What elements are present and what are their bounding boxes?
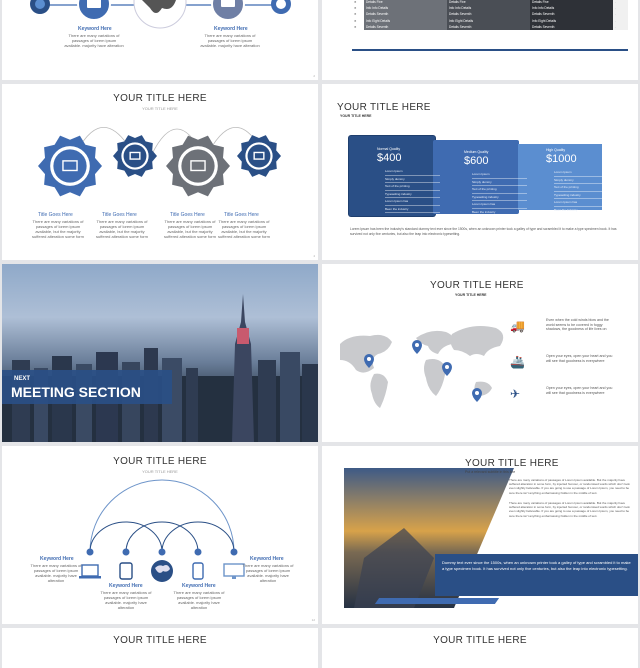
slide-title: YOUR TITLE HERE xyxy=(113,93,207,104)
feature-item: Lorem Ipsum has xyxy=(385,198,440,206)
map-pin-icon xyxy=(472,388,482,402)
feature-item: Lorem Ipsum xyxy=(554,169,609,177)
feature-item: Been the industry xyxy=(554,207,609,215)
ship-icon: 🚢 xyxy=(510,355,525,369)
feature-item: Typesetting industry xyxy=(554,192,609,200)
table-cell: Details Seventh xyxy=(447,24,530,30)
keyword-mid-left: Keyword Here xyxy=(109,583,143,589)
feature-item: Text of the printing xyxy=(554,184,609,192)
slide-title: YOUR TITLE HERE xyxy=(113,456,207,467)
section-kicker: NEXT xyxy=(14,376,31,382)
table-row xyxy=(352,24,628,30)
keyword-mid-right: Keyword Here xyxy=(182,583,216,589)
table-cell: Info Info Details xyxy=(364,5,447,11)
slide-6[interactable] xyxy=(322,264,638,442)
plan-features xyxy=(385,168,440,213)
laptop-icon xyxy=(79,564,101,580)
plan-name: Medium Quality xyxy=(464,150,489,154)
slide-subtitle: YOUR TITLE HERE xyxy=(142,106,178,111)
world-map xyxy=(322,264,638,442)
table-cell: Details Seventh xyxy=(447,11,530,17)
check-icon: ✕ xyxy=(352,0,364,5)
table-cell: Details Five xyxy=(530,0,613,5)
accent-bar xyxy=(375,598,499,604)
item-title: Title Goes Here xyxy=(224,212,259,218)
map-pin-icon xyxy=(412,340,422,354)
table-cell: Info Info Details xyxy=(447,5,530,11)
table-cell: - xyxy=(613,24,628,30)
slide-1[interactable] xyxy=(2,0,318,80)
table-cell: Details Seventh xyxy=(364,11,447,17)
page-number: 2 xyxy=(313,74,315,78)
table-cell: Details Five xyxy=(364,0,447,5)
slide-subtitle: YOUR TITLE HERE xyxy=(340,114,372,118)
check-icon: ✕ xyxy=(352,24,364,30)
paragraph-left: There are many variations of passages of lorem ipsum available. majority have alteration xyxy=(30,563,82,583)
slide-subtitle: Put a relevant subtitle in this line xyxy=(465,470,516,474)
item-text: There are many variations of passages of lorem ipsum available, but the majority suffered alteration some form xyxy=(218,219,270,239)
table-cell: Info Eight Details xyxy=(447,18,530,24)
page-number: 4 xyxy=(313,254,315,258)
feature-item: Text of the printing xyxy=(472,186,527,194)
paragraph-right: There are many variations of passages of lorem ipsum available. majority have alteration xyxy=(242,563,294,583)
gear-gauge-icon xyxy=(113,135,157,177)
slide1-graphic xyxy=(2,0,318,80)
transport-text: Open your eyes, open your heart and you will see that goodness is everywhere xyxy=(546,354,613,363)
city-skyline-image xyxy=(2,264,318,442)
slide-2[interactable] xyxy=(322,0,638,80)
truck-icon: 🚚 xyxy=(510,319,525,333)
slide-9[interactable] xyxy=(2,628,318,668)
keyword-right: Keyword Here xyxy=(214,26,248,32)
feature-item: Lorem Ipsum has xyxy=(554,199,609,207)
item-text: There are many variations of passages of lorem ipsum available, but the majority suffered alteration some form xyxy=(96,219,148,239)
item-title: Title Goes Here xyxy=(38,212,73,218)
feature-item: Been the industry xyxy=(385,206,440,214)
keyword-left: Keyword Here xyxy=(40,556,74,562)
feature-item: Simply dummy xyxy=(554,177,609,185)
transport-text: Open your eyes, open your heart and you will see that goodness is everywhere xyxy=(546,386,613,395)
feature-item: Lorem Ipsum xyxy=(385,168,440,176)
slide-4[interactable] xyxy=(322,84,638,260)
keyword-right: Keyword Here xyxy=(250,556,284,562)
section-title: MEETING SECTION xyxy=(11,384,141,400)
paragraph-mid-left: There are many variations of passages of lorem ipsum available. majority have alteration xyxy=(100,590,152,610)
paragraph-2: There are many variations of passages of Lorem Ipsum available. But the majority have suffered alteration in some form, by injected humour, or randomised words which don't look even slightly believable. If you are going to use a passage of Lorem Ipsum, you need to be sure there isn't anything embarrassing hidden in the middle of text. xyxy=(509,501,630,518)
plan-name: High Quality xyxy=(546,148,566,152)
slide-3[interactable] xyxy=(2,84,318,260)
table-cell: - xyxy=(613,18,628,24)
plan-price: $400 xyxy=(377,152,402,164)
feature-item: Been the industry xyxy=(472,209,527,217)
gear-plug-icon xyxy=(166,136,230,197)
paragraph-1: There are many variations of passages of Lorem Ipsum available. But the majority have suffered alteration in some form, by injected humour, or randomised words which don't look even slightly believable. If you are going to use a passage of Lorem Ipsum, you need to be sure there isn't anything embarrassing hidden in the middle of text. xyxy=(509,478,630,495)
check-icon: ✕ xyxy=(352,5,364,11)
slide-title: YOUR TITLE HERE xyxy=(337,102,431,113)
slide-title: YOUR TITLE HERE xyxy=(430,280,524,291)
table-cell: Details Seventh xyxy=(530,24,613,30)
plan-name: Normal Quality xyxy=(377,147,401,151)
table-cell: Details Seventh xyxy=(364,24,447,30)
item-text: There are many variations of passages of lorem ipsum available, but the majority suffered alteration some form xyxy=(32,219,84,239)
gear-trophy-icon xyxy=(237,135,281,177)
feature-item: Lorem Ipsum xyxy=(472,171,527,179)
plan-price: $1000 xyxy=(546,153,577,165)
feature-item: Typesetting industry xyxy=(385,191,440,199)
table-cell: - xyxy=(613,0,628,5)
table-cell: Details Seventh xyxy=(530,11,613,17)
table-cell: Details Five xyxy=(447,0,530,5)
pricing-footer: Lorem Ipsum has been the industry's standard dummy text ever since the 1500s, when an unknown printer took a galley of type and scrambled it to make a type specimen book. It has survived not only five centuries, but also the leap into electronic typesetting. xyxy=(350,227,617,236)
globe-icon xyxy=(150,559,174,583)
plan-features xyxy=(554,169,609,214)
paragraph-left: There are many variations of passages of lorem ipsum available. majority have alteration xyxy=(64,33,124,48)
slide-title: YOUR TITLE HERE xyxy=(113,635,207,646)
paragraph-right: There are many variations of passages of lorem ipsum available. majority have alteration xyxy=(200,33,260,48)
table-cell: Info Eight Details xyxy=(530,18,613,24)
slide-10[interactable] xyxy=(322,628,638,668)
paragraph-mid-right: There are many variations of passages of lorem ipsum available. majority have alteration xyxy=(173,590,225,610)
plan-price: $600 xyxy=(464,155,489,167)
slide-subtitle: YOUR TITLE HERE xyxy=(455,293,487,297)
phone-icon xyxy=(192,562,204,580)
comparison-table xyxy=(352,0,628,30)
feature-item: Lorem Ipsum has xyxy=(472,201,527,209)
slide-5[interactable] xyxy=(2,264,318,442)
map-pin-icon xyxy=(442,362,452,376)
table-underline xyxy=(352,49,628,51)
gear-monitor-icon xyxy=(38,136,102,197)
check-icon: ✕ xyxy=(352,18,364,24)
feature-item: Simply dummy xyxy=(385,176,440,184)
airplane-icon: ✈ xyxy=(510,387,521,401)
slide-7[interactable] xyxy=(2,446,318,624)
feature-item: Simply dummy xyxy=(472,179,527,187)
tablet-icon xyxy=(119,562,133,580)
item-text: There are many variations of passages of lorem ipsum available, but the majority suffered alteration some form xyxy=(164,219,216,239)
table-cell: - xyxy=(613,11,628,17)
slide-title: YOUR TITLE HERE xyxy=(465,458,559,469)
check-icon: ✕ xyxy=(352,11,364,17)
feature-item: Text of the printing xyxy=(385,183,440,191)
keyword-left: Keyword Here xyxy=(78,26,112,32)
banner-text: Dummy text ever since the 1500s, when an unknown printer took a galley of type and scrambled it to make a type specimen book. It has survived not only five centuries, but also the leap into electronic typesetting. xyxy=(442,560,631,571)
table-cell: Info Eight Details xyxy=(364,18,447,24)
slide-8[interactable] xyxy=(322,446,638,624)
slide-subtitle: YOUR TITLE HERE xyxy=(142,469,178,474)
slide-title: YOUR TITLE HERE xyxy=(433,635,527,646)
feature-item: Typesetting industry xyxy=(472,194,527,202)
plan-features xyxy=(472,171,527,216)
item-title: Title Goes Here xyxy=(102,212,137,218)
transport-text: Even when the cold winds blow and the world seems to be covered in foggy shadows, the goodness of life lives on xyxy=(546,318,609,331)
table-cell: Info Info Details xyxy=(530,5,613,11)
table-cell: - xyxy=(613,5,628,11)
arcs-diagram xyxy=(2,446,318,624)
item-title: Title Goes Here xyxy=(170,212,205,218)
map-pin-icon xyxy=(364,354,374,368)
page-number: 12 xyxy=(311,618,315,622)
